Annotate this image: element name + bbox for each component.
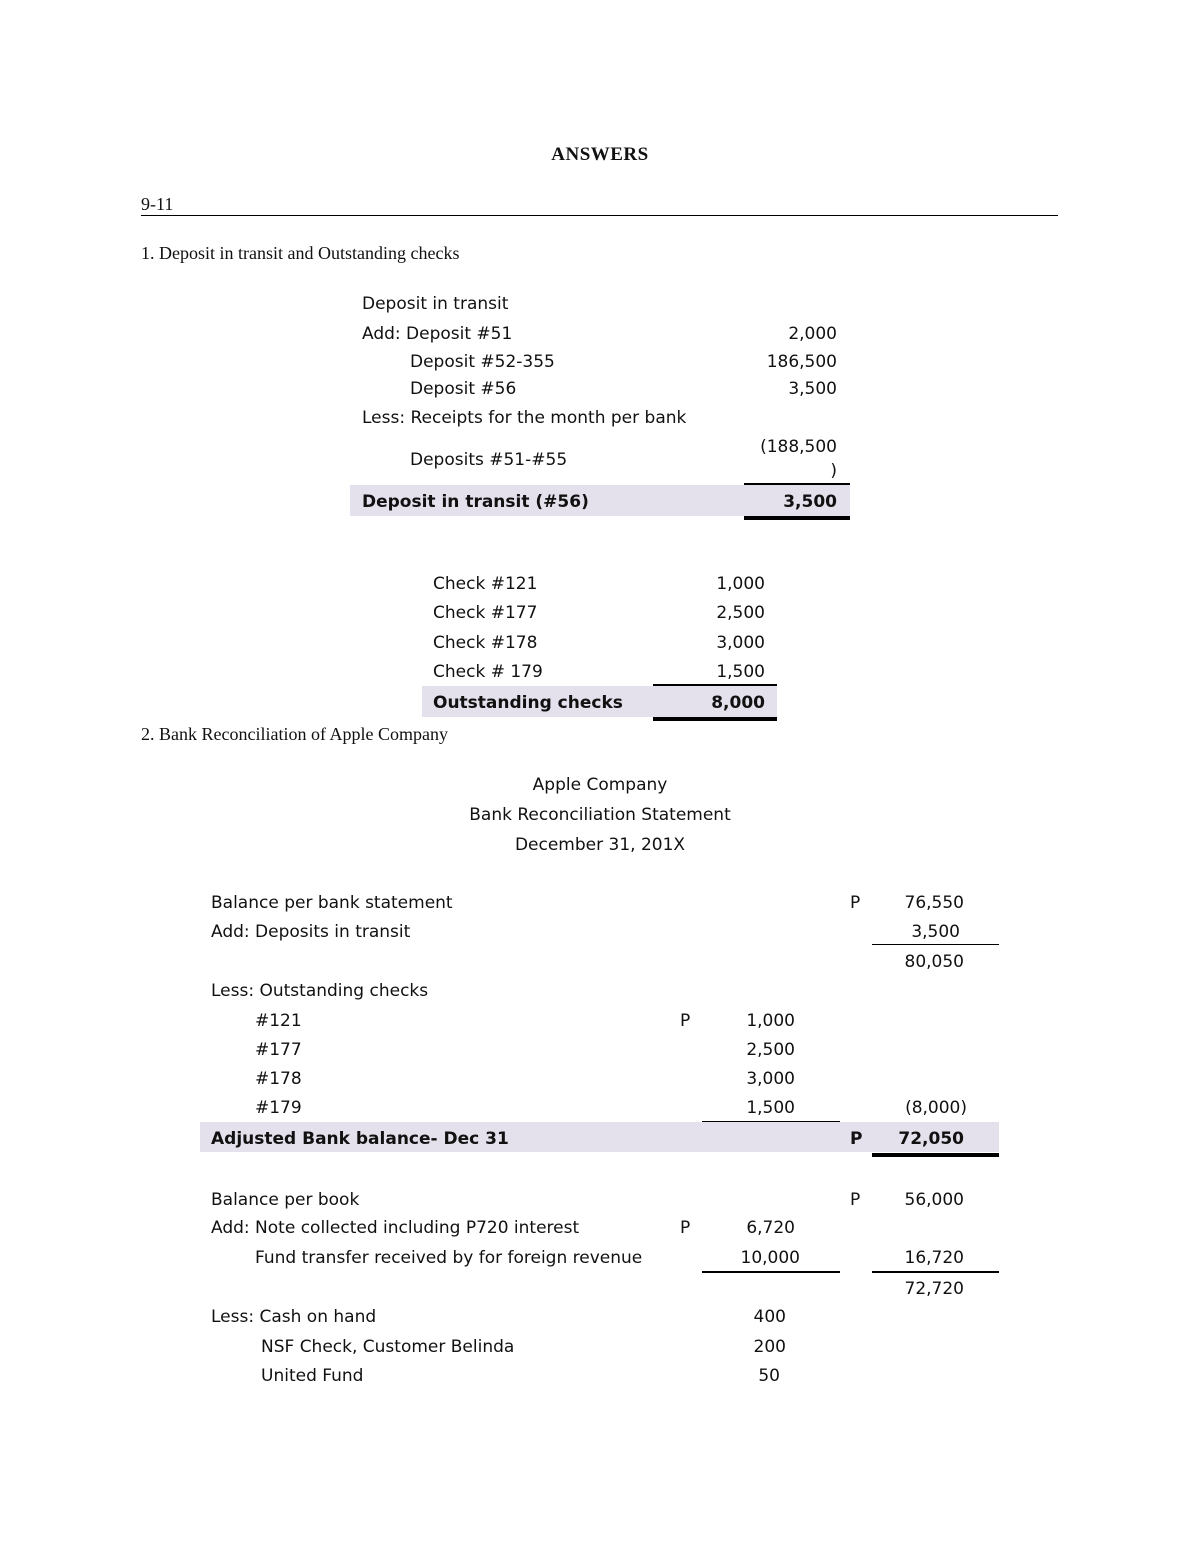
- adjusted-bank-label: Adjusted Bank balance- Dec 31: [211, 1129, 509, 1149]
- header-divider: [141, 215, 1058, 216]
- oc-row-label: Check #177: [433, 603, 538, 623]
- dit-row-amount: 2,000: [788, 324, 837, 344]
- check-amount: 1,500: [746, 1098, 795, 1118]
- bank-balance-label: Balance per bank statement: [211, 893, 453, 913]
- dit-total-amount: 3,500: [783, 492, 837, 512]
- book-fund-amount: 10,000: [740, 1248, 800, 1268]
- check-label: #179: [255, 1098, 302, 1118]
- adjusted-bank-double-rule: [872, 1153, 999, 1157]
- peso-sign: P: [680, 1011, 691, 1031]
- check-amount: 1,000: [746, 1011, 795, 1031]
- oc-row-amount: 2,500: [716, 603, 765, 623]
- oc-total-amount: 8,000: [711, 693, 765, 713]
- book-add-total: 16,720: [904, 1248, 964, 1268]
- dit-row-amount-cont: ): [830, 461, 837, 481]
- book-balance-label: Balance per book: [211, 1190, 360, 1210]
- book-add-rule-left: [702, 1271, 840, 1273]
- bank-subtotal: 80,050: [904, 952, 964, 972]
- statement-title: Bank Reconciliation Statement: [469, 805, 731, 825]
- oc-row-label: Check #178: [433, 633, 538, 653]
- bank-balance-amount: 76,550: [904, 893, 964, 913]
- check-amount: 2,500: [746, 1040, 795, 1060]
- bank-add-rule: [872, 944, 999, 945]
- dit-row-label: Deposits #51-#55: [410, 450, 568, 470]
- peso-sign: P: [850, 893, 861, 913]
- dit-total-double-rule: [744, 516, 850, 520]
- book-fund-label: Fund transfer received by for foreign revenue: [255, 1248, 643, 1268]
- check-label: #121: [255, 1011, 302, 1031]
- company-name: Apple Company: [532, 775, 668, 795]
- peso-sign: P: [680, 1218, 691, 1238]
- problem-number: 9-11: [141, 194, 174, 214]
- statement-date: December 31, 201X: [514, 835, 686, 855]
- dit-row-label: Deposit #56: [410, 379, 517, 399]
- dit-row-amount: 186,500: [766, 352, 837, 372]
- oc-row-amount: 1,000: [716, 574, 765, 594]
- bank-add-label: Add: Deposits in transit: [211, 922, 411, 942]
- oc-total-double-rule: [653, 717, 777, 721]
- page-title: ANSWERS: [551, 144, 649, 165]
- dit-total-label: Deposit in transit (#56): [362, 492, 589, 512]
- check-label: #178: [255, 1069, 302, 1089]
- dit-row-amount: (188,500: [760, 437, 837, 457]
- oc-row-label: Check # 179: [433, 662, 543, 682]
- check-label: #177: [255, 1040, 302, 1060]
- bank-less-total: (8,000): [905, 1098, 967, 1118]
- peso-sign: P: [850, 1129, 863, 1149]
- oc-row-amount: 3,000: [716, 633, 765, 653]
- book-less-label: United Fund: [261, 1366, 364, 1386]
- oc-row-amount: 1,500: [716, 662, 765, 682]
- part1-heading: 1. Deposit in transit and Outstanding checks: [141, 243, 460, 263]
- dit-row-label: Deposit #52-355: [410, 352, 555, 372]
- book-less-label: Less: Cash on hand: [211, 1307, 377, 1327]
- book-add-amount: 6,720: [746, 1218, 795, 1238]
- dit-row-amount: 3,500: [788, 379, 837, 399]
- oc-total-label: Outstanding checks: [433, 693, 623, 713]
- book-add-label: Add: Note collected including P720 interest: [211, 1218, 580, 1238]
- book-less-amount: 400: [753, 1307, 786, 1327]
- book-add-rule-right: [872, 1271, 999, 1273]
- book-subtotal: 72,720: [904, 1279, 964, 1299]
- peso-sign: P: [850, 1190, 861, 1210]
- dit-title: Deposit in transit: [362, 294, 509, 314]
- bank-add-amount: 3,500: [911, 922, 960, 942]
- book-balance-amount: 56,000: [904, 1190, 964, 1210]
- oc-row-label: Check #121: [433, 574, 538, 594]
- adjusted-bank-amount: 72,050: [898, 1129, 964, 1149]
- dit-row-label: Add: Deposit #51: [362, 324, 513, 344]
- part2-heading: 2. Bank Reconciliation of Apple Company: [141, 724, 448, 744]
- book-less-amount: 200: [753, 1337, 786, 1357]
- bank-less-label: Less: Outstanding checks: [211, 981, 429, 1001]
- dit-row-label: Less: Receipts for the month per bank: [362, 408, 687, 428]
- book-less-label: NSF Check, Customer Belinda: [261, 1337, 515, 1357]
- check-amount: 3,000: [746, 1069, 795, 1089]
- book-less-amount: 50: [758, 1366, 780, 1386]
